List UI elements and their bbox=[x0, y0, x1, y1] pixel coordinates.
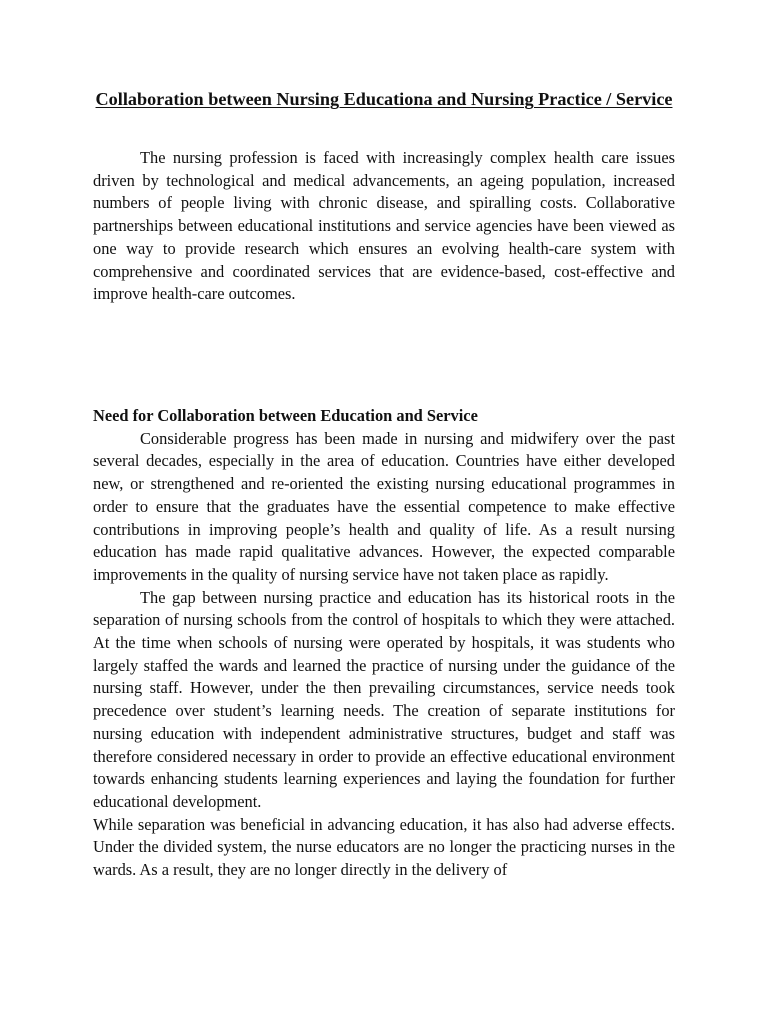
section-paragraph-1: Considerable progress has been made in nursing and midwifery over the past several decades, especially in the area of education. Countries have either developed new, or strengthened and re-oriented the existing nursing educational programmes in order to ensure that the graduates have the essential competence to make effective contributions in improving people’s health and quality of life. As a result nursing education has made rapid qualitative advances. However, the expected comparable improvements in the quality of nursing service have not taken place as rapidly. bbox=[93, 428, 675, 584]
intro-paragraph: The nursing profession is faced with increasingly complex health care issues driven by technological and medical advancements, an ageing population, increased numbers of people living with chronic disease, and spiralling costs. Collaborative partnerships between educational institutions and service agencies have been viewed as one way to provide research which ensures an evolving health-care system with comprehensive and coordinated services that are evidence-based, cost-effective and improve health-care outcomes. bbox=[93, 148, 675, 304]
section-heading: Need for Collaboration between Education and Service bbox=[93, 406, 478, 425]
section-paragraph-2: The gap between nursing practice and education has its historical roots in the separation of nursing schools from the control of hospitals to which they were attached. At the time when schools of nursing were operated by hospitals, it was students who largely staffed the wards and learned the practice of nursing under the guidance of the nursing staff. However, under the then prevailing circumstances, service needs took precedence over student’s learning needs. The creation of separate institutions for nursing education with independent administrative structures, budget and staff was therefore considered necessary in order to provide an effective educational environment towards enhancing students learning experiences and laying the foundation for further educational development. bbox=[93, 587, 675, 811]
document-title: Collaboration between Nursing Educationa and Nursing Practice / Service bbox=[95, 89, 673, 109]
intro-section bbox=[93, 147, 675, 306]
section-paragraph-3: While separation was beneficial in advancing education, it has also had adverse effects. Under the divided system, the nurse educators are no longer the practicing nurses in the wards. As a result, they are no longer directly in the delivery of bbox=[93, 814, 675, 880]
need-for-collaboration-section bbox=[93, 405, 675, 882]
